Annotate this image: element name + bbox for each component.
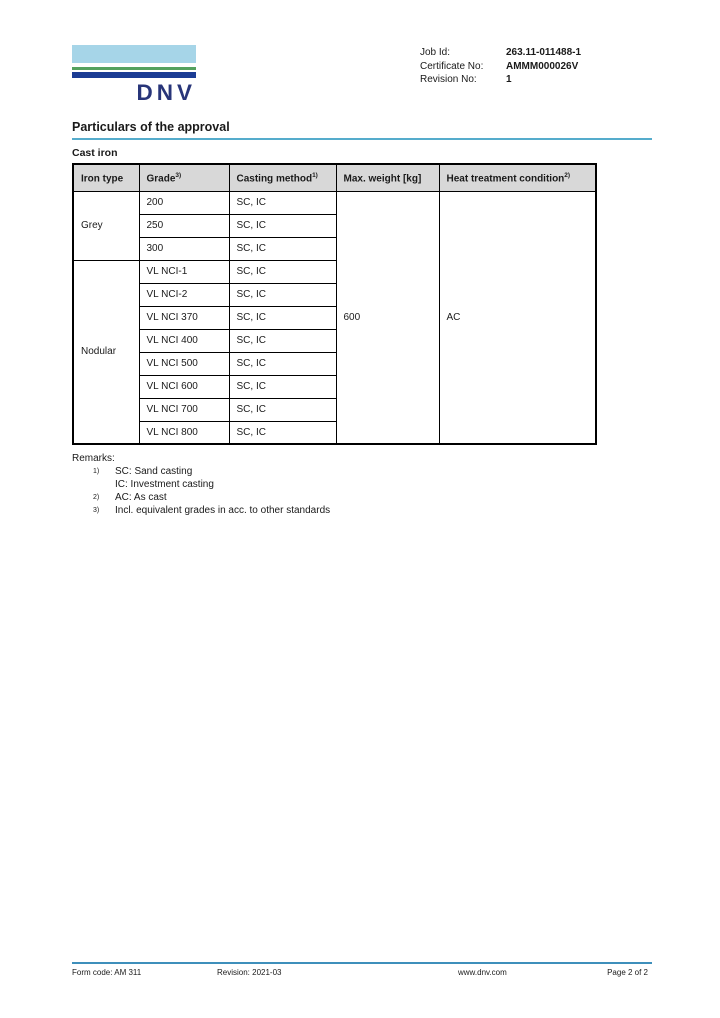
job-info-block (420, 46, 581, 87)
header-heat-treatment: Heat treatment condition$^{2)}$ (439, 164, 596, 191)
remark-text: AC: As cast (115, 492, 167, 503)
job-id-value: 263.11-011488-1 (506, 47, 582, 58)
header-grade: Grade$^{3)}$ (139, 164, 229, 191)
logo-navy-bar (72, 72, 196, 78)
revision-no-label: Revision No: (420, 74, 477, 85)
cell-heat-treatment: AC (439, 191, 596, 444)
footer-form-code: Form code: AM 311 (72, 968, 142, 977)
revision-no-row (420, 73, 581, 87)
table-row (73, 191, 596, 214)
cell-grade: 300 (139, 237, 229, 260)
logo-sky-bar (72, 45, 196, 63)
cell-iron-type-nodular: Nodular (73, 260, 139, 444)
remark-item-2 (72, 491, 330, 504)
job-id-row (420, 46, 581, 60)
remark-item-1 (72, 465, 330, 491)
certificate-no-row (420, 60, 581, 74)
cell-casting-method: SC, IC (229, 375, 336, 398)
table-header-row (73, 164, 596, 191)
cell-grade: VL NCI 600 (139, 375, 229, 398)
footer-revision: Revision: 2021-03 (217, 968, 282, 977)
cell-casting-method: SC, IC (229, 237, 336, 260)
cell-grade: VL NCI 370 (139, 306, 229, 329)
certificate-no-label: Certificate No: (420, 60, 484, 72)
cell-grade: VL NCI 700 (139, 398, 229, 421)
remark-item-3 (72, 504, 330, 517)
remark-text: Incl. equivalent grades in acc. to other standards (115, 505, 331, 516)
subsection-title: Cast iron (72, 147, 118, 159)
cell-max-weight: 600 (336, 191, 439, 444)
cell-iron-type-grey: Grey (73, 191, 139, 260)
cell-grade: VL NCI-2 (139, 283, 229, 306)
logo-green-bar (72, 67, 196, 70)
remarks-section (72, 452, 330, 517)
cell-casting-method: SC, IC (229, 329, 336, 352)
footer-website: www.dnv.com (458, 968, 507, 977)
dnv-logo (72, 45, 196, 104)
cell-casting-method: SC, IC (229, 306, 336, 329)
cell-casting-method: SC, IC (229, 214, 336, 237)
revision-no-value: 1 (506, 74, 512, 85)
header-max-weight: Max. weight [kg] (336, 164, 439, 191)
cell-casting-method: SC, IC (229, 352, 336, 375)
cell-casting-method: SC, IC (229, 421, 336, 444)
remark-text: SC: Sand casting IC: Investment casting (115, 466, 214, 490)
cell-casting-method: SC, IC (229, 191, 336, 214)
cell-grade: VL NCI-1 (139, 260, 229, 283)
job-id-label: Job Id: (420, 47, 451, 58)
cell-grade: 200 (139, 191, 229, 214)
logo-wordmark: DNV (136, 80, 196, 105)
approval-table (72, 163, 597, 445)
cell-casting-method: SC, IC (229, 283, 336, 306)
cell-casting-method: SC, IC (229, 398, 336, 421)
cell-grade: 250 (139, 214, 229, 237)
cell-grade: VL NCI 500 (139, 352, 229, 375)
cell-casting-method: SC, IC (229, 260, 336, 283)
header-casting-method: Casting method$^{1)}$ (229, 164, 336, 191)
page-footer (72, 962, 652, 978)
remarks-title: Remarks: (72, 453, 115, 464)
section-title: Particulars of the approval (72, 120, 652, 140)
remark-number: 1) (93, 468, 100, 475)
certificate-no-value: AMMM000026V (506, 60, 579, 72)
header-iron-type: Iron type (73, 164, 139, 191)
footer-page-number: Page 2 of 2 (607, 968, 648, 977)
remark-number: 2) (93, 494, 100, 501)
remark-number: 3) (93, 507, 100, 514)
cell-grade: VL NCI 400 (139, 329, 229, 352)
cell-grade: VL NCI 800 (139, 421, 229, 444)
